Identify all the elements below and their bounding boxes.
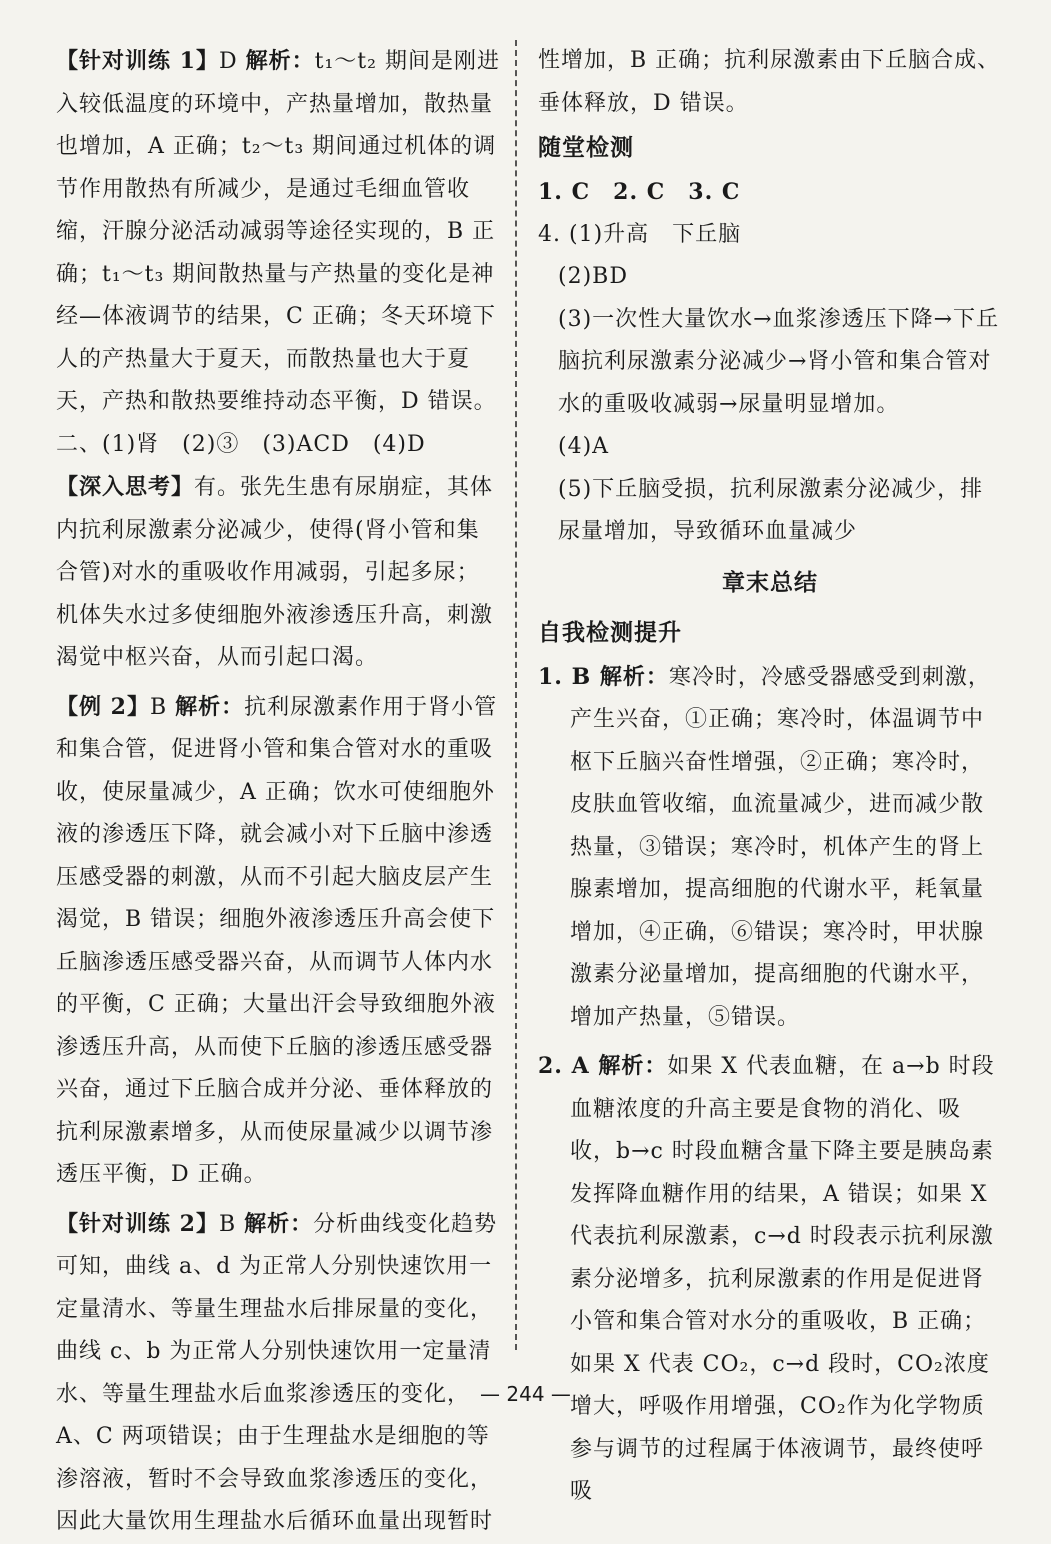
question-4-part-2: (2)BD	[558, 264, 628, 289]
analysis-label: 解析：	[245, 48, 315, 74]
analysis-label: 解析：	[599, 663, 669, 690]
training-2-tag: 【针对训练 2】	[56, 1210, 219, 1237]
question-4-part-1: 4. (1)升高 下丘脑	[538, 221, 742, 247]
analysis-label: 解析：	[598, 1053, 668, 1079]
section-heading-self-check: 自我检测提升	[538, 619, 682, 646]
analysis-label: 解析：	[244, 1210, 314, 1237]
section-heading-in-class-check: 随堂检测	[538, 135, 634, 161]
example-2-text: 抗利尿激素作用于肾小管和集合管，促进肾小管和集合管对水的重吸收，使尿量减少，A 正确；饮水可使细胞外液的渗透压下降，就会减小对下丘脑中渗透压感受器的刺激，从而不引起大脑皮层产生渴觉，B 错误；细胞外液渗透压升高会使下丘脑渗透压感受器兴奋，从而调节人体内水的平衡，C 正确；大量出汗会导致细胞外液渗透压升高，从而使下丘脑的渗透压感受器兴奋，通过下丘脑合成并分泌、垂体释放的抗利尿激素增多，从而使尿量减少以调节渗透压平衡，D 正确。	[56, 694, 498, 1187]
question-4-part-4: (4)A	[558, 434, 610, 459]
training-1-text: t₁～t₂ 期间是刚进入较低温度的环境中，产热量增加，散热量也增加，A 正确；t₂～t₃ 期间通过机体的调节作用散热有所减少，是通过毛细血管收缩，汗腺分泌活动减弱等途径实现的，B 正确；t₁～t₃ 期间散热量与产热量的变化是神经—体液调节的结果，C 正确；冬天环境下人的产热量大于夏天，而散热量也大于夏天，产热和散热要维持动态平衡，D 错误。	[56, 49, 500, 414]
training-1-tag: 【针对训练 1】	[56, 48, 219, 74]
section-two-answers: 二、(1)肾 (2)③ (3)ACD (4)D	[56, 431, 426, 457]
example-2-choice: B	[149, 694, 176, 720]
training-2-choice: B	[218, 1211, 245, 1237]
training-2-text: 分析曲线变化趋势可知，曲线 a、d 为正常人分别快速饮用一定量清水、等量生理盐水后排尿量的变化，曲线 c、b 为正常人分别快速饮用一定量清水、等量生理盐水后血浆渗透压的变化，A、C 两项错误；由于生理盐水是细胞的等渗溶液，暂时不会导致血浆渗透压的变化，因此大量饮用生理盐水后循环血量出现暂时	[56, 1211, 498, 1534]
question-4-part-3: (3)一次性大量饮水→血浆渗透压下降→下丘脑抗利尿激素分泌减少→肾小管和集合管对水的重吸收减弱→尿量明显增加。	[558, 306, 1000, 417]
left-column	[56, 40, 502, 1544]
question-4-part-5: (5)下丘脑受损，抗利尿激素分泌减少，排尿量增加，导致循环血量减少	[558, 476, 984, 544]
answer-2-text: 如果 X 代表血糖，在 a→b 时段血糖浓度的升高主要是食物的消化、吸收，b→c 时段血糖含量下降主要是胰岛素发挥降血糖作用的结果，A 错误；如果 X 代表抗利尿激素，c→d 时段表示抗利尿激素分泌增多，抗利尿激素的作用是促进肾小管和集合管对水分的重吸收，B 正确；如果 X 代表 CO₂，c→d 段时，CO₂浓度增大，呼吸作用增强，CO₂作为化学物质参与调节的过程属于体液调节，最终使呼吸	[570, 1054, 995, 1504]
answer-2-number: 2. A	[538, 1053, 599, 1079]
analysis-label: 解析：	[175, 693, 245, 720]
column-divider	[515, 40, 517, 1350]
training-2-answer	[56, 1203, 502, 1544]
answers-1-3: 1. C 2. C 3. C	[538, 179, 741, 205]
answer-1-number: 1. B	[538, 663, 600, 690]
example-2-tag: 【例 2】	[56, 693, 150, 720]
training-1-choice: D	[218, 49, 246, 74]
right-column	[538, 40, 1002, 1514]
self-check-answer-2	[538, 1045, 1002, 1514]
continued-text: 性增加，B 正确；抗利尿激素由下丘脑合成、垂体释放，D 错误。	[538, 48, 1001, 116]
deep-thinking	[56, 466, 502, 680]
training-1-answer	[56, 40, 502, 424]
page-number: — 244 —	[480, 1382, 571, 1406]
example-2-answer	[56, 686, 502, 1197]
answer-1-text: 寒冷时，冷感受器感受到刺激，产生兴奋，①正确；寒冷时，体温调节中枢下丘脑兴奋性增强，②正确；寒冷时，皮肤血管收缩，血流量减少，进而减少散热量，③错误；寒冷时，机体产生的肾上腺素增加，提高细胞的代谢水平，耗氧量增加，④正确，⑥错误；寒冷时，甲状腺激素分泌量增加，提高细胞的代谢水平，增加产热量，⑤错误。	[570, 664, 991, 1030]
chapter-summary-title: 章末总结	[722, 569, 818, 596]
deep-thinking-text: 有。张先生患有尿崩症，其体内抗利尿激素分泌减少，使得(肾小管和集合管)对水的重吸收作用减弱，引起多尿；机体失水过多使细胞外液渗透压升高，刺激渴觉中枢兴奋，从而引起口渴。	[56, 475, 494, 670]
deep-thinking-tag: 【深入思考】	[56, 474, 195, 500]
self-check-answer-1	[538, 656, 1002, 1040]
